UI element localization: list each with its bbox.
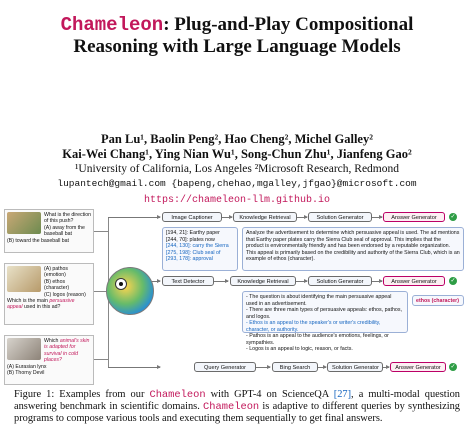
module-solution-generator-2: Solution Generator xyxy=(308,276,372,286)
question-2-option-b: (B) ethos (character) xyxy=(44,278,70,292)
module-solution-generator-3: Solution Generator xyxy=(327,362,383,372)
module-knowledge-retrieval-2: Knowledge Retrieval xyxy=(230,276,296,286)
lynx-photo xyxy=(7,338,41,360)
arrow-r3-3 xyxy=(383,367,389,368)
question-3-option-b: (B) Thorny Devil xyxy=(7,370,45,377)
title-line2: Reasoning with Large Language Models xyxy=(73,36,401,57)
ad-photo xyxy=(7,266,41,292)
question-card-2 xyxy=(4,263,94,325)
figure-1 xyxy=(4,209,470,387)
solution-analysis-box xyxy=(242,227,464,271)
knowledge-line: - Ethos is an appeal to the speaker's or writer's credibility, character, or authority. xyxy=(246,320,381,333)
question-3-prompt-start: Which xyxy=(44,338,60,344)
question-card-3 xyxy=(4,335,94,385)
project-url[interactable]: https://chameleon-llm.github.io xyxy=(143,195,331,206)
arrow-r2-2 xyxy=(296,281,307,282)
caption-part-4: is adaptive to different queries by synthesizing programs to compose various tools and executing them sequentially to get final answers. xyxy=(14,401,460,424)
analysis-text: Analyze the advertisement to determine which persuasive appeal is used. The ad mentions that Earthy paper plates carry the Sierra Club seal of approval. This implies that the product is environmentally friendly and has been endorsed by a reputable organization. This appeal is primarily based on the credibility and authority of the Sierra Club, which is an example of ethos (character). xyxy=(246,230,460,262)
paper-title xyxy=(0,14,474,58)
knowledge-line: - Pathos is an appeal to the audience's emotions, feelings, or sympathies. xyxy=(246,333,389,346)
ocr-line: [244, 130]: carry the Sierra xyxy=(166,243,229,249)
module-bing-search: Bing Search xyxy=(272,362,318,372)
ocr-line: [244, 70]: plates now xyxy=(166,236,215,243)
knowledge-line: - The question is about identifying the main persuasive appeal used in an advertisement. xyxy=(246,294,392,307)
arrow-r1-2 xyxy=(297,217,307,218)
connector-q1 xyxy=(94,231,108,232)
module-query-generator: Query Generator xyxy=(194,362,256,372)
caption-chameleon-2: Chameleon xyxy=(203,401,260,413)
module-text-detector: Text Detector xyxy=(162,276,214,286)
module-answer-generator-2: Answer Generator xyxy=(383,276,445,286)
arrow-r3-1 xyxy=(256,367,270,368)
connector-q2 xyxy=(94,291,106,292)
title-rest-line1: : Plug-and-Play Compositional xyxy=(163,14,414,35)
question-2-prompt-start: Which is the main xyxy=(7,298,50,305)
ocr-line: [194, 21]: Earthy paper xyxy=(166,230,220,236)
check-icon: ✓ xyxy=(450,364,456,370)
question-3-prompt-emphasis: animal's skin is adapted for survival in cold places? xyxy=(44,338,90,364)
figure-caption xyxy=(14,389,460,425)
module-answer-generator-3: Answer Generator xyxy=(390,362,446,372)
question-2-prompt xyxy=(7,298,91,311)
knowledge-line: - Logos is an appeal to logic, reason, or facts. xyxy=(246,346,353,352)
module-knowledge-retrieval-1: Knowledge Retrieval xyxy=(233,212,297,222)
arrow-r2-1 xyxy=(214,281,228,282)
module-answer-generator-1: Answer Generator xyxy=(383,212,445,222)
authors-line1: Pan Lu¹, Baolin Peng², Hao Cheng², Michel Galley² xyxy=(101,132,373,146)
connector-q3 xyxy=(94,359,108,360)
arrow-to-row1 xyxy=(108,217,160,218)
check-icon: ✓ xyxy=(450,278,456,284)
author-list xyxy=(0,132,474,162)
question-1-text: What is the direction of this push? xyxy=(44,212,91,225)
caption-part-2: with GPT-4 on ScienceQA xyxy=(205,389,334,400)
module-solution-generator-1: Solution Generator xyxy=(308,212,372,222)
question-3-option-a: (A) Eurasian lynx xyxy=(7,363,47,370)
caption-citation[interactable]: [27] xyxy=(333,389,352,400)
arrow-r1-1 xyxy=(222,217,232,218)
ocr-output-box xyxy=(162,227,238,271)
author-emails: lupantech@gmail.com {bapeng,chehao,mgalley,jfgao}@microsoft.com xyxy=(57,178,417,189)
caption-chameleon-1: Chameleon xyxy=(149,389,206,401)
arrow-to-row3 xyxy=(108,367,160,368)
baseball-photo xyxy=(7,212,41,234)
answer-ethos-box: ethos (character) xyxy=(412,295,464,306)
authors-line2: Kai-Wei Chang¹, Ying Nian Wu¹, Song-Chun Zhu¹, Jianfeng Gao² xyxy=(62,147,412,161)
check-icon: ✓ xyxy=(450,214,456,220)
chameleon-mascot-icon xyxy=(106,267,154,315)
question-2-option-c: (C) logos (reason) xyxy=(44,291,86,298)
ocr-line: [275, 198]: Club seal of xyxy=(166,249,221,256)
question-card-1 xyxy=(4,209,94,253)
question-2-prompt-end: used in this ad? xyxy=(22,304,61,311)
knowledge-line: - There are three main types of persuasive appeals: ethos, pathos, and logos. xyxy=(246,307,402,320)
affiliations: ¹University of California, Los Angeles ²Microsoft Research, Redmond xyxy=(74,163,400,175)
question-1-option-a: (A) away from the baseball bat xyxy=(44,224,85,238)
question-2-option-a: (A) pathos (emotion) xyxy=(44,266,68,279)
knowledge-box xyxy=(242,291,408,352)
module-image-captioner: Image Captioner xyxy=(162,212,222,222)
ocr-line: [293, 178]: approval xyxy=(166,256,213,262)
question-2-prompt-emphasis: persuasive appeal xyxy=(7,298,75,311)
arrow-r1-3 xyxy=(372,217,382,218)
title-highlight: Chameleon xyxy=(60,14,164,36)
mascot-eye xyxy=(115,278,127,290)
arrow-r2-3 xyxy=(372,281,382,282)
question-1-option-b: (B) toward the baseball bat xyxy=(7,237,69,244)
caption-part-1: Figure 1: Examples from our xyxy=(14,389,150,400)
arrow-to-row2 xyxy=(152,281,160,282)
arrow-r3-2 xyxy=(318,367,326,368)
caption-part-3: , a multi-modal question answering benchmark in scientific domains. xyxy=(14,389,460,412)
